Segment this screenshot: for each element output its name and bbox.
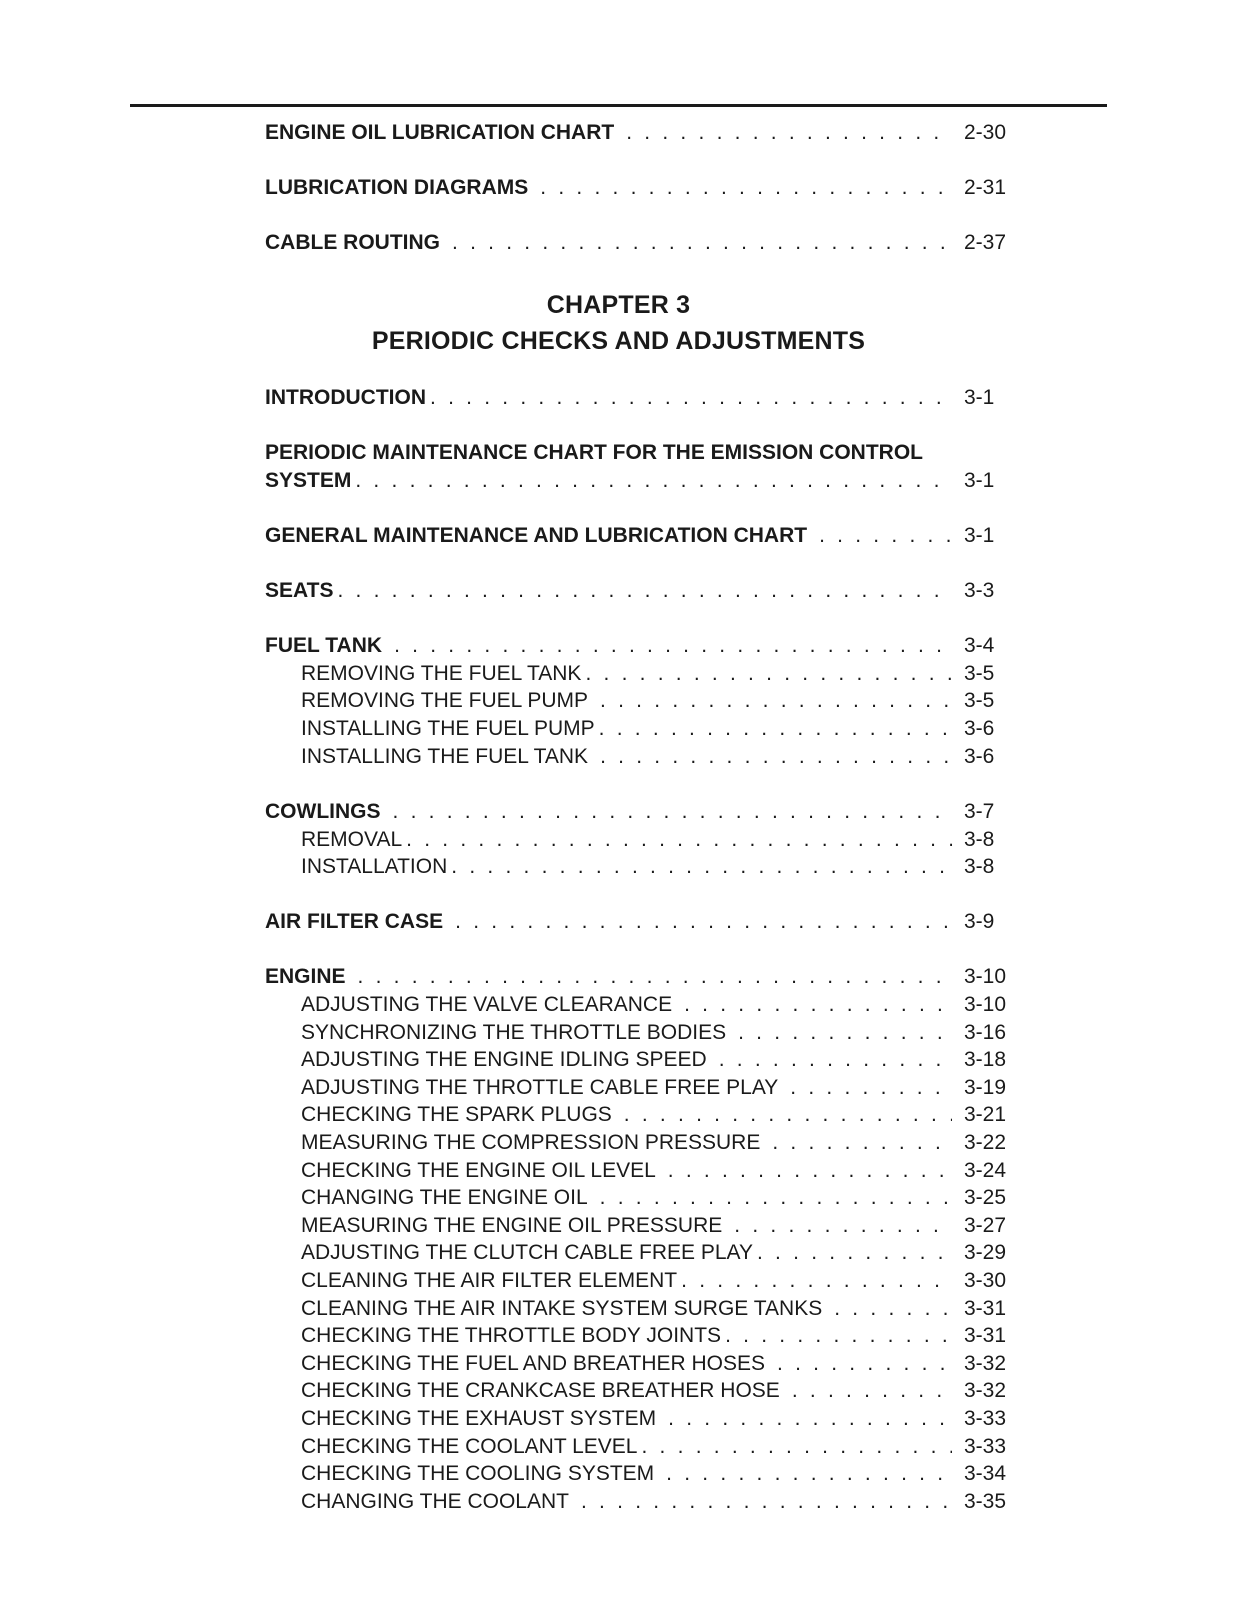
toc-subentry[interactable] [265, 1212, 1018, 1240]
toc-entry-label: COWLINGS [265, 800, 381, 823]
toc-subentry[interactable] [265, 1157, 1018, 1185]
toc-subentry-page: 3-8 [964, 855, 995, 878]
dot-leader [600, 687, 952, 715]
toc-entry[interactable] [265, 229, 1018, 257]
toc-subentry-page: 3-5 [964, 689, 995, 712]
dot-leader [772, 1129, 952, 1157]
dot-leader [337, 577, 952, 605]
toc-entry-periodic-maintenance-line1[interactable]: PERIODIC MAINTENANCE CHART FOR THE EMISSION CONTROL [265, 441, 924, 464]
toc-entry-page: 2-30 [964, 121, 1007, 144]
dot-leader [666, 1460, 952, 1488]
toc-subentry[interactable] [265, 991, 1018, 1019]
toc-subentry-label: CHECKING THE COOLANT LEVEL [301, 1435, 638, 1458]
toc-subentry-label: REMOVAL [301, 828, 403, 851]
toc-subentry[interactable] [265, 660, 1018, 688]
toc-entry-page: 2-37 [964, 231, 1007, 254]
dot-leader [599, 715, 952, 743]
toc-subentry-label: CLEANING THE AIR INTAKE SYSTEM SURGE TANKS [301, 1297, 823, 1320]
dot-leader [600, 743, 952, 771]
dot-leader [734, 1212, 952, 1240]
toc-entry-page: 3-1 [964, 469, 995, 492]
toc-subentry[interactable] [265, 1350, 1018, 1378]
toc-entry[interactable] [265, 119, 1018, 147]
toc-entry-label: FUEL TANK [265, 634, 383, 657]
dot-leader [581, 1488, 952, 1516]
toc-subentry-page: 3-6 [964, 745, 995, 768]
toc-subentry-label: ADJUSTING THE ENGINE IDLING SPEED [301, 1048, 707, 1071]
toc-subentry-page: 3-31 [964, 1297, 1007, 1320]
toc-subentry[interactable] [265, 1046, 1018, 1074]
toc-subentry-label: ADJUSTING THE CLUTCH CABLE FREE PLAY [301, 1241, 753, 1264]
dot-leader [725, 1322, 952, 1350]
toc-subentry-page: 3-22 [964, 1131, 1007, 1154]
toc-subentry[interactable] [265, 743, 1018, 771]
toc-subentry-label: INSTALLING THE FUEL PUMP [301, 717, 595, 740]
toc-subentry-page: 3-18 [964, 1048, 1007, 1071]
dot-leader [406, 826, 952, 854]
toc-entry-label: SYSTEM [265, 469, 352, 492]
toc-entry-label: GENERAL MAINTENANCE AND LUBRICATION CHART [265, 524, 808, 547]
toc-subentry-page: 3-32 [964, 1379, 1007, 1402]
toc-entry[interactable] [265, 174, 1018, 202]
toc-entry-page: 3-3 [964, 579, 995, 602]
toc-subentry-page: 3-24 [964, 1159, 1007, 1182]
toc-subentry-label: CHANGING THE ENGINE OIL [301, 1186, 588, 1209]
toc-subentry-page: 3-31 [964, 1324, 1007, 1347]
toc-entry-page: 2-31 [964, 176, 1007, 199]
toc-subentry-page: 3-27 [964, 1214, 1007, 1237]
toc-subentry[interactable] [265, 1074, 1018, 1102]
dot-leader [719, 1046, 952, 1074]
dot-leader [681, 1267, 952, 1295]
toc-entry-fuel-tank[interactable] [265, 632, 1018, 660]
toc-subentry-label: CHECKING THE EXHAUST SYSTEM [301, 1407, 657, 1430]
dot-leader [668, 1405, 952, 1433]
toc-subentry-page: 3-33 [964, 1435, 1007, 1458]
toc-subentry-page: 3-25 [964, 1186, 1007, 1209]
dot-leader [790, 1074, 952, 1102]
toc-entry-label: ENGINE [265, 965, 346, 988]
toc-subentry-label: CHECKING THE ENGINE OIL LEVEL [301, 1159, 656, 1182]
dot-leader [585, 660, 952, 688]
toc-entry-page: 3-1 [964, 386, 995, 409]
toc-subentry-page: 3-16 [964, 1021, 1007, 1044]
dot-leader [792, 1377, 952, 1405]
toc-subentry-page: 3-30 [964, 1269, 1007, 1292]
toc-entry-periodic-maintenance[interactable] [265, 467, 1018, 495]
toc-subentry-page: 3-33 [964, 1407, 1007, 1430]
toc-subentry-label: CHECKING THE CRANKCASE BREATHER HOSE [301, 1379, 780, 1402]
toc-entry-page: 3-1 [964, 524, 995, 547]
toc-subentry-label: SYNCHRONIZING THE THROTTLE BODIES [301, 1021, 727, 1044]
dot-leader [455, 908, 952, 936]
toc-subentry[interactable] [265, 1101, 1018, 1129]
toc-subentry-label: CHECKING THE SPARK PLUGS [301, 1103, 612, 1126]
toc-subentry[interactable] [265, 715, 1018, 743]
dot-leader [626, 119, 952, 147]
toc-subentry-page: 3-5 [964, 662, 995, 685]
toc-subentry-page: 3-6 [964, 717, 995, 740]
toc-subentry-label: CHANGING THE COOLANT [301, 1490, 569, 1513]
toc-subentry[interactable] [265, 1377, 1018, 1405]
toc-subentry[interactable] [265, 1267, 1018, 1295]
toc-entry-page: 3-9 [964, 910, 995, 933]
toc-subentry-page: 3-34 [964, 1462, 1007, 1485]
toc-entry-label: SEATS [265, 579, 334, 602]
dot-leader [540, 174, 952, 202]
toc-subentry[interactable] [265, 1433, 1018, 1461]
toc-subentry[interactable] [265, 1488, 1018, 1516]
toc-entry-label: CABLE ROUTING [265, 231, 440, 254]
toc-subentry[interactable] [265, 1129, 1018, 1157]
toc-subentry-page: 3-19 [964, 1076, 1007, 1099]
toc-subentry[interactable] [265, 1184, 1018, 1212]
toc-subentry-label: MEASURING THE ENGINE OIL PRESSURE [301, 1214, 723, 1237]
toc-subentry-label: CLEANING THE AIR FILTER ELEMENT [301, 1269, 678, 1292]
toc-subentry-label: MEASURING THE COMPRESSION PRESSURE [301, 1131, 761, 1154]
toc-entry-air-filter-case[interactable] [265, 908, 1018, 936]
toc-subentry-page: 3-29 [964, 1241, 1007, 1264]
toc-subentry[interactable] [265, 1019, 1018, 1047]
toc-subentry-page: 3-8 [964, 828, 995, 851]
toc-entry-label: ENGINE OIL LUBRICATION CHART [265, 121, 615, 144]
dot-leader [834, 1295, 952, 1323]
dot-leader [358, 963, 952, 991]
dot-leader [430, 384, 952, 412]
dot-leader [600, 1184, 952, 1212]
toc-subentry[interactable] [265, 853, 1018, 881]
dot-leader [355, 467, 952, 495]
toc-subentry-page: 3-21 [964, 1103, 1007, 1126]
header-rule [130, 104, 1107, 107]
dot-leader [451, 853, 952, 881]
chapter-number: CHAPTER 3 [546, 291, 691, 319]
toc-subentry-label: ADJUSTING THE THROTTLE CABLE FREE PLAY [301, 1076, 779, 1099]
dot-leader [394, 632, 952, 660]
toc-entry-engine[interactable] [265, 963, 1018, 991]
dot-leader [624, 1101, 952, 1129]
dot-leader [452, 229, 952, 257]
toc-subentry[interactable] [265, 1239, 1018, 1267]
toc-subentry[interactable] [265, 826, 1018, 854]
toc-entry-page: 3-10 [964, 965, 1007, 988]
toc-entry-general-maintenance[interactable] [265, 522, 1018, 550]
toc-entry-seats[interactable] [265, 577, 1018, 605]
toc-entry-page: 3-7 [964, 800, 995, 823]
toc-entry-label: LUBRICATION DIAGRAMS [265, 176, 529, 199]
toc-subentry-label: REMOVING THE FUEL TANK [301, 662, 582, 685]
toc-subentry-label: REMOVING THE FUEL PUMP [301, 689, 589, 712]
dot-leader [668, 1157, 952, 1185]
dot-leader [777, 1350, 952, 1378]
toc-subentry[interactable] [265, 1322, 1018, 1350]
dot-leader [819, 522, 952, 550]
toc-subentry-label: CHECKING THE THROTTLE BODY JOINTS [301, 1324, 722, 1347]
dot-leader [738, 1019, 952, 1047]
toc-entry-page: 3-4 [964, 634, 995, 657]
toc-subentry[interactable] [265, 1460, 1018, 1488]
toc-subentry-label: CHECKING THE COOLING SYSTEM [301, 1462, 655, 1485]
toc-subentry[interactable] [265, 1405, 1018, 1433]
toc-entry-label: AIR FILTER CASE [265, 910, 444, 933]
dot-leader [684, 991, 952, 1019]
toc-subentry-label: CHECKING THE FUEL AND BREATHER HOSES [301, 1352, 766, 1375]
toc-subentry-label: INSTALLING THE FUEL TANK [301, 745, 589, 768]
toc-subentry-label: ADJUSTING THE VALVE CLEARANCE [301, 993, 673, 1016]
dot-leader [757, 1239, 952, 1267]
chapter-title: PERIODIC CHECKS AND ADJUSTMENTS [371, 327, 866, 355]
toc-subentry-page: 3-35 [964, 1490, 1007, 1513]
dot-leader [641, 1433, 952, 1461]
toc-subentry[interactable] [265, 1295, 1018, 1323]
toc-subentry[interactable] [265, 687, 1018, 715]
toc-entry-introduction[interactable] [265, 384, 1018, 412]
toc-subentry-page: 3-32 [964, 1352, 1007, 1375]
toc-entry-label: INTRODUCTION [265, 386, 426, 409]
dot-leader [393, 798, 953, 826]
toc-subentry-page: 3-10 [964, 993, 1007, 1016]
toc-entry-cowlings[interactable] [265, 798, 1018, 826]
toc-subentry-label: INSTALLATION [301, 855, 448, 878]
